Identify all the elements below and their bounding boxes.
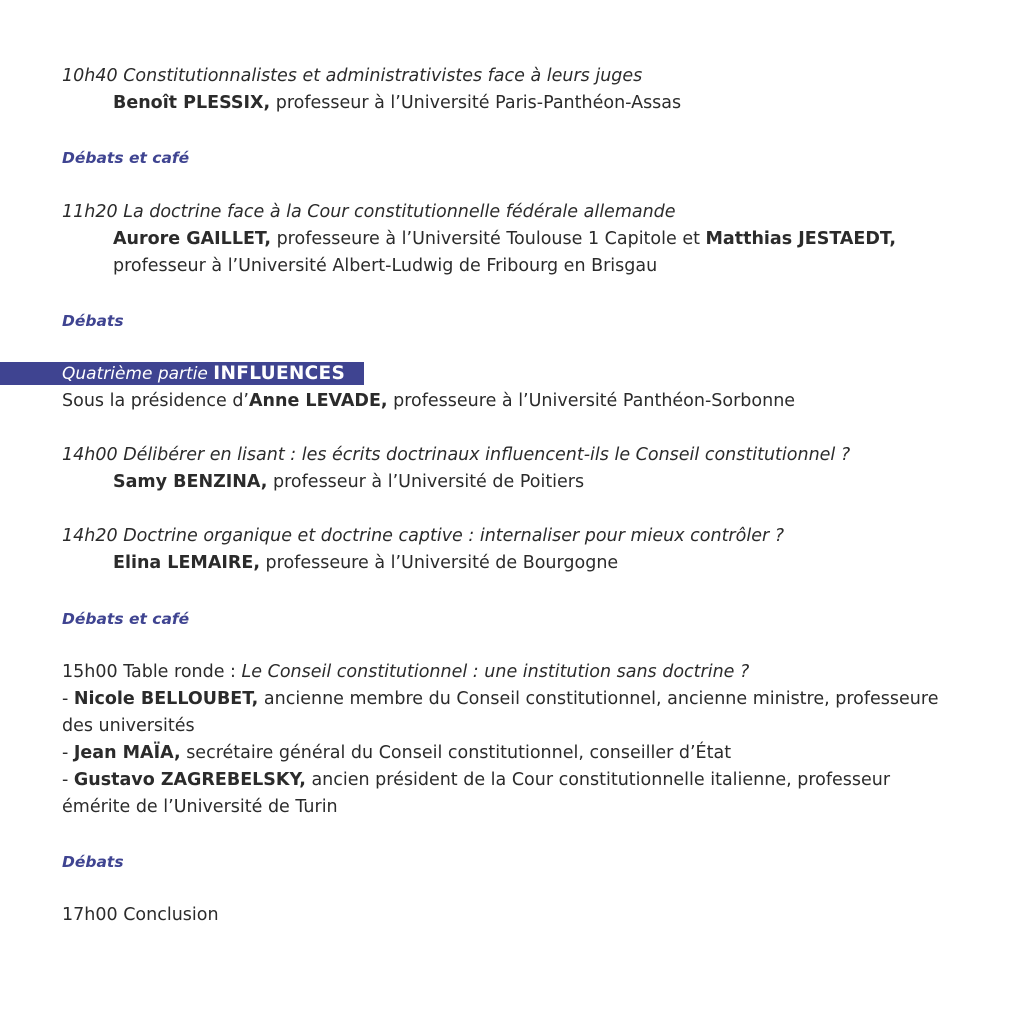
debate-label: Débats [62,853,124,871]
participant-name: Jean MAÏA, [73,743,181,763]
speaker-line [113,469,962,496]
speaker-role: professeur à l’Université Albert-Ludwig de Fribourg en Brisgau [113,256,658,276]
debate-label: Débats et café [62,610,190,628]
participant-role: ancienne membre du Conseil constitutionnel, ancienne ministre, professeure des universités [62,689,939,736]
debate-label: Débats et café [62,149,190,167]
participant-role: ancien président de la Cour constitutionnelle italienne, professeur émérite de l’Université de Turin [62,770,891,817]
speaker-line [113,550,962,577]
session-gaillet-jestaedt [62,199,962,280]
speaker-name: Matthias JESTAEDT, [705,229,897,249]
speaker-name: Samy BENZINA, [113,472,268,492]
session-title: 14h00 Délibérer en lisant : les écrits doctrinaux influencent-ils le Conseil constitutionnel ? [62,445,851,465]
speaker-name: Elina LEMAIRE, [113,553,260,573]
session-title: 14h20 Doctrine organique et doctrine captive : internaliser pour mieux contrôler ? [62,526,785,546]
speaker-role: professeur à l’Université de Poitiers [267,472,585,492]
speaker-name: Aurore GAILLET, [113,229,272,249]
section-heading [62,362,345,385]
session-plessix [62,63,962,117]
speaker-role: professeure à l’Université de Bourgogne [259,553,619,573]
speaker-role: professeure à l’Université Toulouse 1 Capitole et [271,229,706,249]
session-title: 10h40 Constitutionnalistes et administrativistes face à leurs juges [62,66,643,86]
speaker-role: professeur à l’Université Paris-Panthéon-Assas [270,93,682,113]
participant-item: - Jean MAÏA, secrétaire général du Conseil constitutionnel, conseiller d’État [62,743,732,763]
participant-role: secrétaire général du Conseil constitutionnel, conseiller d’État [180,743,732,763]
speaker-line [113,226,962,280]
chair-role: professeure à l’Université Panthéon-Sorbonne [387,391,796,411]
debate-label: Débats [62,312,124,330]
roundtable [62,659,962,821]
session-lemaire [62,523,962,577]
conclusion [62,902,962,929]
roundtable-title-line [62,659,962,686]
speaker-name: Benoît PLESSIX, [113,93,271,113]
session-benzina [62,442,962,496]
participant-name: Gustavo ZAGREBELSKY, [73,770,306,790]
chair-prefix: Sous la présidence d’ [62,391,249,411]
section-prefix: Quatrième partie [62,364,214,384]
participant-name: Nicole BELLOUBET, [73,689,259,709]
conclusion-text: 17h00 Conclusion [62,905,219,925]
speaker-line [113,90,962,117]
participant-item: - Nicole BELLOUBET, ancienne membre du Conseil constitutionnel, ancienne ministre, professeure des universités [62,689,939,736]
roundtable-time: 15h00 Table ronde : [62,662,242,682]
section-title: INFLUENCES [213,363,346,384]
chair-name: Anne LEVADE, [249,391,388,411]
roundtable-title: Le Conseil constitutionnel : une institution sans doctrine ? [241,662,750,682]
participant-item: - Gustavo ZAGREBELSKY, ancien président de la Cour constitutionnelle italienne, professeur émérite de l’Université de Turin [62,770,891,817]
session-title: 11h20 La doctrine face à la Cour constitutionnelle fédérale allemande [62,202,676,222]
chair-line [62,388,962,415]
